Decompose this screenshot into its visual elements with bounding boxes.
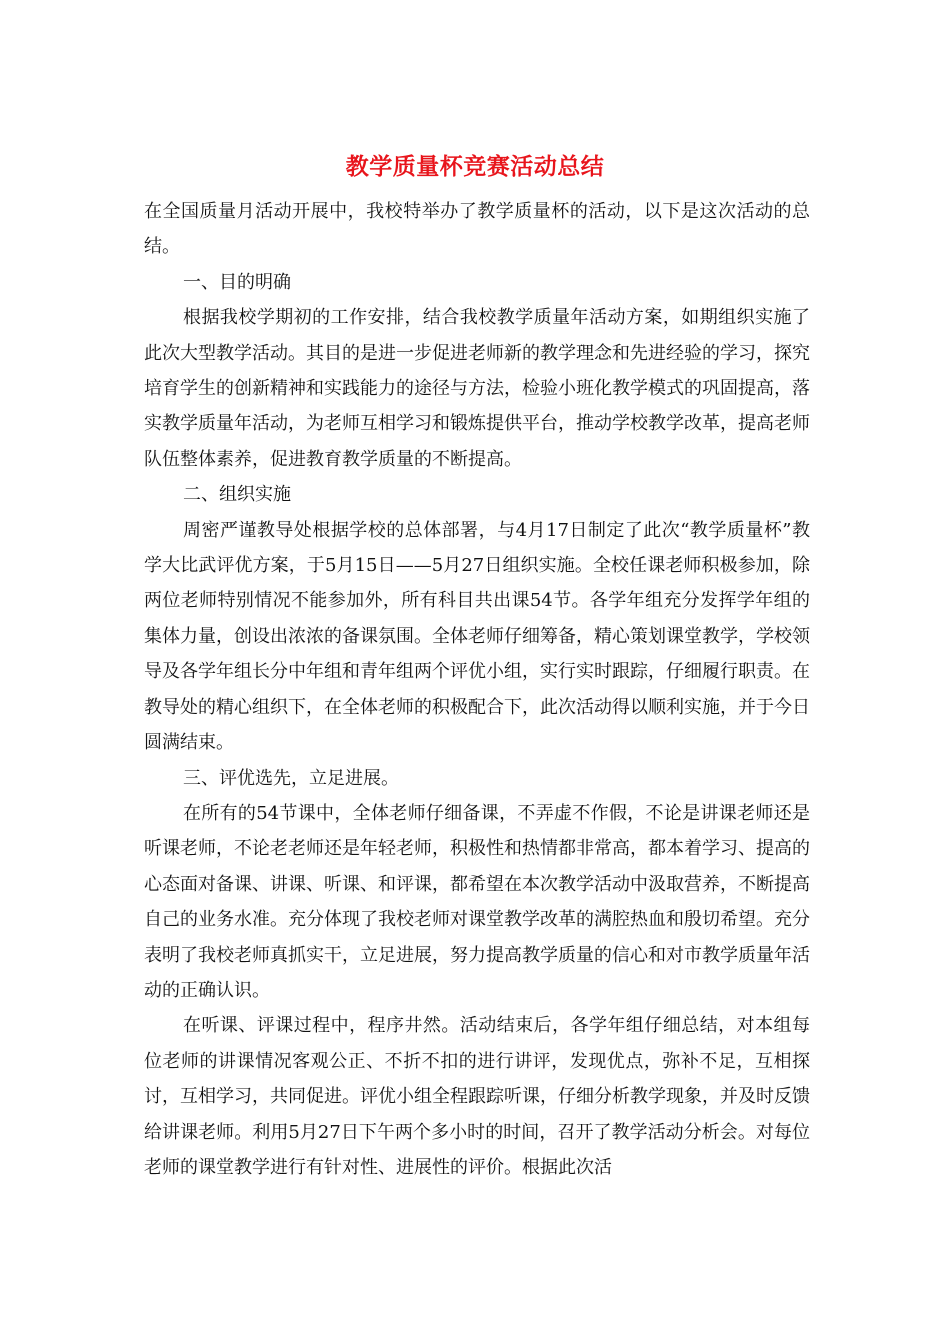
section-heading-3: 三、评优选先，立足进展。 — [183, 767, 399, 789]
document-title: 教学质量杯竞赛活动总结 — [345, 153, 605, 180]
section-1-paragraph: 根据我校学期初的工作安排，结合我校教学质量年活动方案，如期组织实施了此次大型教学活动。其目的是进一步促进老师新的教学理念和先进经验的学习，探究培育学生的创新精神和实践能力的途径与方法，检验小班化教学模式的巩固提高，落实教学质量年活动，为老师互相学习和锻炼提供平台，推动学校教学改革，提高老师队伍整体素养，促进教育教学质量的不断提高。 — [144, 307, 810, 470]
section-3-paragraph-1: 在所有的54节课中，全体老师仔细备课，不弄虚不作假，不论是讲课老师还是听课老师，不论老老师还是年轻老师，积极性和热情都非常高，都本着学习、提高的心态面对备课、讲课、听课、和评课，都希望在本次教学活动中汲取营养，不断提高自己的业务水准。充分体现了我校老师对课堂教学改革的满腔热血和殷切希望。充分表明了我校老师真抓实干，立足进展，努力提高教学质量的信心和对市教学质量年活动的正确认识。 — [144, 802, 810, 1001]
intro-paragraph: 在全国质量月活动开展中，我校特举办了教学质量杯的活动，以下是这次活动的总结。 — [144, 201, 810, 258]
section-3-paragraph-2: 在听课、评课过程中，程序井然。活动结束后，各学年组仔细总结，对本组每位老师的讲课情况客观公正、不折不扣的进行讲评，发现优点，弥补不足，互相探讨，互相学习，共同促进。评优小组全程跟踪听课，仔细分析教学现象，并及时反馈给讲课老师。利用5月27日下午两个多小时的时间，召开了教学活动分析会。对每位老师的课堂教学进行有针对性、进展性的评价。根据此次活 — [144, 1015, 810, 1178]
section-heading-2: 二、组织实施 — [183, 484, 291, 506]
section-2-paragraph: 周密严谨教导处根据学校的总体部署，与4月17日制定了此次“教学质量杯”教学大比武评优方案，于5月15日——5月27日组织实施。全校任课老师积极参加，除两位老师特别情况不能参加外，所有科目共出课54节。各学年组充分发挥学年组的集体力量，创设出浓浓的备课氛围。全体老师仔细筹备，精心策划课堂教学，学校领导及各学年组长分中年组和青年组两个评优小组，实行实时跟踪，仔细履行职责。在教导处的精心组织下，在全体老师的积极配合下，此次活动得以顺利实施，并于今日圆满结束。 — [144, 519, 810, 754]
document-body — [144, 194, 810, 1185]
section-heading-1: 一、目的明确 — [183, 271, 291, 293]
